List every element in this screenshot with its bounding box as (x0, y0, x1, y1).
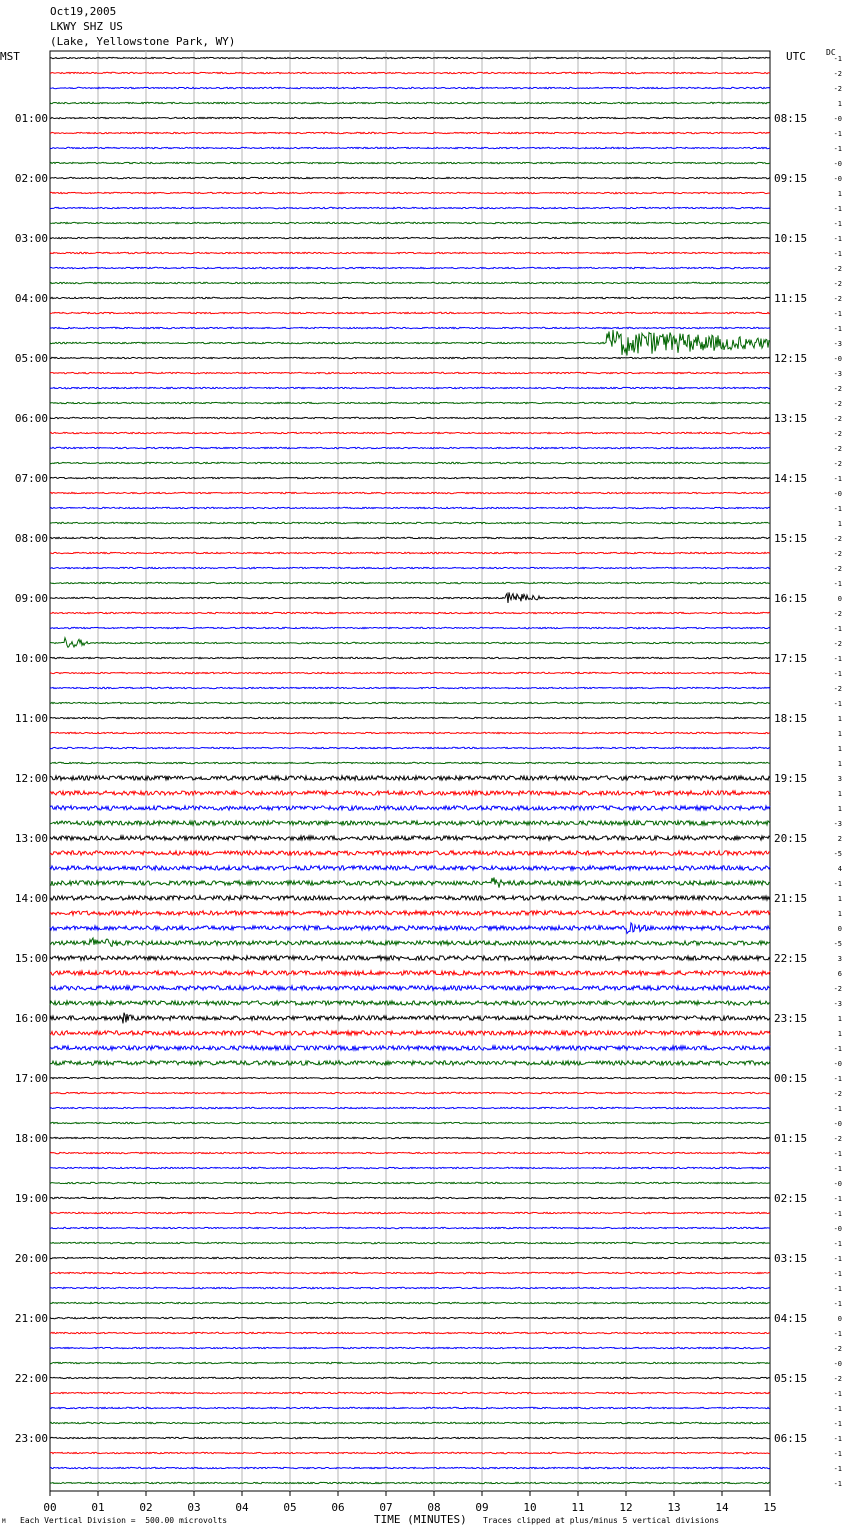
trace-line (50, 117, 770, 118)
utc-hour-label: 04:15 (774, 1312, 808, 1325)
trace-line (50, 702, 770, 703)
trace-line (50, 1001, 770, 1005)
trace-line (50, 806, 770, 810)
utc-hour-label: 13:15 (774, 412, 808, 425)
plot-frame (50, 51, 770, 1491)
dc-offset-label: -1 (833, 655, 842, 663)
dc-offset-label: -1 (833, 1150, 842, 1158)
mst-hour-label: 14:00 (14, 892, 48, 905)
utc-hour-label: 18:15 (774, 712, 808, 725)
right-timezone-label: UTC (786, 50, 806, 63)
trace-line (50, 1013, 770, 1024)
utc-hour-label: 17:15 (774, 652, 808, 665)
trace-line (50, 477, 770, 478)
trace-line (50, 1197, 770, 1198)
trace-line (50, 747, 770, 748)
dc-offset-label: -1 (833, 1300, 842, 1308)
dc-offset-label: -1 (833, 145, 842, 153)
dc-offset-label: -0 (833, 1180, 842, 1188)
trace-line (50, 851, 770, 855)
dc-offset-label: -1 (833, 1105, 842, 1113)
corner-mark: M (2, 1518, 6, 1525)
trace-line (50, 896, 770, 900)
dc-offset-label: -1 (833, 1285, 842, 1293)
trace-line (50, 417, 770, 418)
trace-line (50, 507, 770, 508)
dc-offset-label: -1 (833, 1240, 842, 1248)
dc-offset-label: -2 (833, 70, 842, 78)
dc-offset-label: -2 (833, 280, 842, 288)
utc-hour-label: 08:15 (774, 112, 808, 125)
dc-offset-label: -5 (833, 940, 842, 948)
dc-offset-label: -0 (833, 160, 842, 168)
trace-line (50, 1272, 770, 1273)
trace-line (50, 87, 770, 88)
dc-offset-label: -2 (833, 1375, 842, 1383)
dc-offset-label: -0 (833, 1120, 842, 1128)
dc-offset-label: -2 (833, 265, 842, 273)
utc-hour-label: 02:15 (774, 1192, 808, 1205)
utc-hour-label: 12:15 (774, 352, 808, 365)
trace-line (50, 1257, 770, 1258)
trace-line (50, 1077, 770, 1078)
trace-line (50, 282, 770, 283)
x-tick-label: 11 (571, 1501, 585, 1514)
utc-hour-label: 15:15 (774, 532, 808, 545)
trace-line (50, 878, 770, 888)
utc-hour-label: 01:15 (774, 1132, 808, 1145)
trace-line (50, 1302, 770, 1303)
mst-hour-label: 21:00 (14, 1312, 48, 1325)
dc-offset-label: -2 (833, 445, 842, 453)
trace-line (50, 387, 770, 388)
dc-offset-label: 1 (837, 190, 842, 198)
x-tick-label: 14 (715, 1501, 729, 1514)
mst-hour-label: 04:00 (14, 292, 48, 305)
trace-line (50, 1061, 770, 1065)
dc-offset-label: -1 (833, 670, 842, 678)
trace-line (50, 971, 770, 975)
dc-offset-label: -1 (833, 130, 842, 138)
trace-line (50, 1092, 770, 1093)
utc-hour-label: 03:15 (774, 1252, 808, 1265)
plot-date: Oct19,2005 (50, 5, 117, 18)
trace-line (50, 687, 770, 688)
dc-offset-label: 4 (837, 865, 842, 873)
mst-hour-label: 01:00 (14, 112, 48, 125)
left-timezone-label: MST (0, 50, 20, 63)
mst-hour-label: 03:00 (14, 232, 48, 245)
utc-hour-label: 23:15 (774, 1012, 808, 1025)
trace-line (50, 222, 770, 223)
dc-offset-label: 1 (837, 805, 842, 813)
dc-offset-label: -2 (833, 85, 842, 93)
dc-offset-label: -1 (833, 1165, 842, 1173)
trace-line (50, 1137, 770, 1138)
trace-line (50, 732, 770, 733)
dc-offset-label: -1 (833, 1450, 842, 1458)
dc-offset-label: 2 (837, 835, 842, 843)
utc-hour-label: 00:15 (774, 1072, 808, 1085)
dc-offset-label: -0 (833, 1225, 842, 1233)
trace-line (50, 821, 770, 825)
dc-offset-label: -1 (833, 205, 842, 213)
mst-hour-label: 07:00 (14, 472, 48, 485)
dc-offset-label: -1 (833, 505, 842, 513)
clip-note: Traces clipped at plus/minus 5 vertical divisions (483, 1516, 720, 1525)
dc-offset-label: -0 (833, 1060, 842, 1068)
mst-hour-label: 17:00 (14, 1072, 48, 1085)
trace-line (50, 357, 770, 358)
trace-line (50, 612, 770, 613)
x-tick-label: 02 (139, 1501, 153, 1514)
dc-offset-label: -1 (833, 880, 842, 888)
dc-offset-label: -1 (833, 1480, 842, 1488)
trace-line (50, 330, 770, 356)
trace-line (50, 762, 770, 763)
dc-offset-label: -3 (833, 370, 842, 378)
trace-line (50, 986, 770, 990)
trace-line (50, 657, 770, 658)
trace-line (50, 1167, 770, 1168)
x-tick-label: 10 (523, 1501, 537, 1514)
dc-offset-label: -1 (833, 700, 842, 708)
mst-hour-label: 16:00 (14, 1012, 48, 1025)
trace-line (50, 938, 770, 946)
trace-line (50, 162, 770, 163)
dc-offset-label: -2 (833, 1090, 842, 1098)
station-location: (Lake, Yellowstone Park, WY) (50, 35, 236, 48)
trace-line (50, 1437, 770, 1438)
x-tick-label: 07 (379, 1501, 393, 1514)
dc-offset-label: -2 (833, 640, 842, 648)
dc-offset-label: -0 (833, 175, 842, 183)
trace-line (50, 1467, 770, 1468)
utc-hour-label: 09:15 (774, 172, 808, 185)
trace-line (50, 1212, 770, 1213)
trace-line (50, 1046, 770, 1050)
dc-offset-label: -2 (833, 400, 842, 408)
mst-hour-label: 23:00 (14, 1432, 48, 1445)
trace-line (50, 1152, 770, 1153)
dc-offset-label: 1 (837, 790, 842, 798)
mst-hour-label: 19:00 (14, 1192, 48, 1205)
dc-offset-label: 1 (837, 745, 842, 753)
x-tick-label: 01 (91, 1501, 105, 1514)
dc-offset-header: DC (826, 48, 836, 57)
dc-offset-label: -1 (833, 1390, 842, 1398)
x-tick-label: 13 (667, 1501, 681, 1514)
mst-hour-label: 22:00 (14, 1372, 48, 1385)
dc-offset-label: -1 (833, 625, 842, 633)
trace-line (50, 267, 770, 268)
mst-hour-label: 09:00 (14, 592, 48, 605)
trace-line (50, 956, 770, 960)
trace-line (50, 1107, 770, 1108)
dc-offset-label: 6 (837, 970, 842, 978)
trace-line (50, 132, 770, 133)
trace-line (50, 147, 770, 148)
trace-line (50, 72, 770, 73)
trace-line (50, 776, 770, 780)
dc-offset-label: -3 (833, 340, 842, 348)
trace-line (50, 627, 770, 628)
dc-offset-label: -1 (833, 235, 842, 243)
trace-line (50, 1317, 770, 1318)
dc-offset-label: 0 (837, 1315, 842, 1323)
scale-note: Each Vertical Division = 500.00 microvolts (20, 1516, 228, 1525)
dc-offset-label: 1 (837, 730, 842, 738)
trace-line (50, 1362, 770, 1363)
mst-hour-label: 12:00 (14, 772, 48, 785)
dc-offset-label: -2 (833, 385, 842, 393)
utc-hour-label: 20:15 (774, 832, 808, 845)
dc-offset-label: 3 (837, 955, 842, 963)
mst-hour-label: 08:00 (14, 532, 48, 545)
dc-offset-label: -2 (833, 985, 842, 993)
dc-offset-label: 1 (837, 715, 842, 723)
trace-line (50, 207, 770, 208)
dc-offset-label: -1 (833, 310, 842, 318)
utc-hour-label: 19:15 (774, 772, 808, 785)
trace-line (50, 1377, 770, 1378)
mst-hour-label: 18:00 (14, 1132, 48, 1145)
trace-line (50, 567, 770, 568)
dc-offset-label: -1 (833, 220, 842, 228)
utc-hour-label: 10:15 (774, 232, 808, 245)
dc-offset-label: -1 (833, 1435, 842, 1443)
trace-line (50, 592, 770, 603)
utc-hour-label: 21:15 (774, 892, 808, 905)
dc-offset-label: -3 (833, 1000, 842, 1008)
trace-line (50, 582, 770, 583)
dc-offset-label: -2 (833, 685, 842, 693)
trace-line (50, 1347, 770, 1348)
trace-line (50, 192, 770, 193)
dc-offset-label: -0 (833, 490, 842, 498)
utc-hour-label: 16:15 (774, 592, 808, 605)
dc-offset-label: -1 (833, 1405, 842, 1413)
trace-line (50, 1031, 770, 1035)
trace-line (50, 432, 770, 433)
trace-line (50, 1122, 770, 1123)
x-tick-label: 03 (187, 1501, 201, 1514)
x-tick-label: 00 (43, 1501, 57, 1514)
dc-offset-label: -1 (833, 1210, 842, 1218)
trace-line (50, 177, 770, 178)
trace-line (50, 1392, 770, 1393)
dc-offset-label: -2 (833, 415, 842, 423)
dc-offset-label: -2 (833, 460, 842, 468)
x-tick-label: 04 (235, 1501, 249, 1514)
dc-offset-label: -1 (833, 1420, 842, 1428)
trace-line (50, 717, 770, 718)
trace-line (50, 1452, 770, 1453)
utc-hour-label: 06:15 (774, 1432, 808, 1445)
x-tick-label: 08 (427, 1501, 441, 1514)
trace-line (50, 327, 770, 328)
trace-line (50, 672, 770, 673)
x-tick-label: 05 (283, 1501, 297, 1514)
dc-offset-label: -0 (833, 355, 842, 363)
mst-hour-label: 06:00 (14, 412, 48, 425)
trace-line (50, 537, 770, 538)
trace-line (50, 911, 770, 915)
dc-offset-label: -5 (833, 850, 842, 858)
dc-offset-label: -2 (833, 550, 842, 558)
x-tick-label: 12 (619, 1501, 633, 1514)
x-tick-label: 09 (475, 1501, 489, 1514)
trace-line (50, 1287, 770, 1288)
mst-hour-label: 15:00 (14, 952, 48, 965)
trace-line (50, 102, 770, 103)
trace-line (50, 492, 770, 493)
mst-hour-label: 10:00 (14, 652, 48, 665)
trace-line (50, 1422, 770, 1423)
trace-line (50, 1407, 770, 1408)
trace-line (50, 372, 770, 373)
trace-line (50, 57, 770, 58)
dc-offset-label: -2 (833, 1135, 842, 1143)
trace-line (50, 462, 770, 463)
station-code: LKWY SHZ US (50, 20, 123, 33)
dc-offset-label: -1 (833, 55, 842, 63)
dc-offset-label: -0 (833, 1360, 842, 1368)
x-axis-title: TIME (MINUTES) (374, 1513, 467, 1526)
trace-line (50, 312, 770, 313)
x-tick-label: 06 (331, 1501, 345, 1514)
trace-line (50, 447, 770, 448)
dc-offset-label: -1 (833, 1045, 842, 1053)
x-tick-label: 15 (763, 1501, 777, 1514)
dc-offset-label: 0 (837, 595, 842, 603)
dc-offset-label: -1 (833, 1195, 842, 1203)
dc-offset-label: 1 (837, 760, 842, 768)
dc-offset-label: 1 (837, 1030, 842, 1038)
dc-offset-label: -1 (833, 1330, 842, 1338)
dc-offset-label: -0 (833, 115, 842, 123)
trace-line (50, 1182, 770, 1183)
dc-offset-label: -1 (833, 580, 842, 588)
dc-offset-label: -1 (833, 1075, 842, 1083)
trace-line (50, 638, 770, 648)
trace-line (50, 237, 770, 238)
utc-hour-label: 05:15 (774, 1372, 808, 1385)
trace-line (50, 1482, 770, 1483)
dc-offset-label: -3 (833, 820, 842, 828)
dc-offset-label: -2 (833, 295, 842, 303)
utc-hour-label: 14:15 (774, 472, 808, 485)
trace-line (50, 1332, 770, 1333)
trace-line (50, 522, 770, 523)
dc-offset-label: -1 (833, 1255, 842, 1263)
dc-offset-label: -2 (833, 430, 842, 438)
trace-line (50, 791, 770, 795)
utc-hour-label: 22:15 (774, 952, 808, 965)
utc-hour-label: 11:15 (774, 292, 808, 305)
trace-line (50, 1227, 770, 1228)
mst-hour-label: 02:00 (14, 172, 48, 185)
mst-hour-label: 20:00 (14, 1252, 48, 1265)
mst-hour-label: 13:00 (14, 832, 48, 845)
dc-offset-label: 1 (837, 1015, 842, 1023)
dc-offset-label: 3 (837, 775, 842, 783)
mst-hour-label: 05:00 (14, 352, 48, 365)
trace-line (50, 923, 770, 934)
dc-offset-label: -2 (833, 565, 842, 573)
trace-line (50, 866, 770, 870)
dc-offset-label: -1 (833, 250, 842, 258)
dc-offset-label: -2 (833, 535, 842, 543)
dc-offset-label: 1 (837, 895, 842, 903)
trace-line (50, 552, 770, 553)
dc-offset-label: -1 (833, 1465, 842, 1473)
dc-offset-label: -2 (833, 610, 842, 618)
dc-offset-label: 1 (837, 100, 842, 108)
dc-offset-label: 0 (837, 925, 842, 933)
dc-offset-label: 1 (837, 910, 842, 918)
trace-line (50, 252, 770, 253)
trace-line (50, 402, 770, 403)
mst-hour-label: 11:00 (14, 712, 48, 725)
trace-line (50, 836, 770, 840)
dc-offset-label: 1 (837, 520, 842, 528)
dc-offset-label: -1 (833, 1270, 842, 1278)
trace-line (50, 297, 770, 298)
dc-offset-label: -2 (833, 1345, 842, 1353)
dc-offset-label: -1 (833, 325, 842, 333)
trace-line (50, 1242, 770, 1243)
dc-offset-label: -1 (833, 475, 842, 483)
